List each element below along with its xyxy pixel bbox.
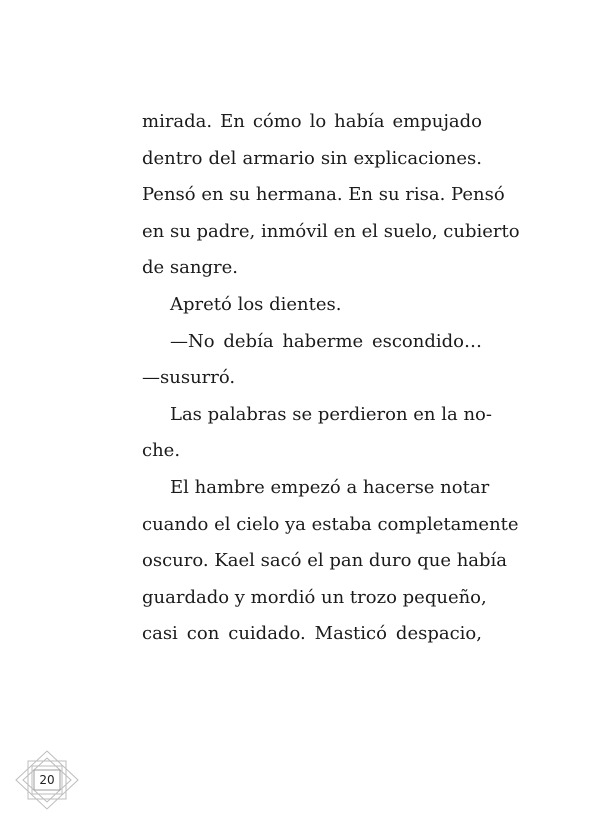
page-number: 20: [39, 773, 55, 787]
text-line: El hambre empezó a hacerse notar: [170, 476, 490, 498]
text-line: Pensó en su hermana. En su risa. Pensó: [142, 184, 505, 206]
text-line: cuando el cielo ya estaba completamente: [142, 513, 519, 535]
text-line: casi con cuidado. Masticó despacio,: [142, 623, 482, 645]
text-line: —susurró.: [142, 367, 236, 389]
text-line: —No debía haberme escondido…: [170, 330, 482, 352]
text-line: de sangre.: [142, 257, 238, 279]
text-line: oscuro. Kael sacó el pan duro que había: [142, 550, 508, 572]
text-line: guardado y mordió un trozo pequeño,: [142, 586, 487, 608]
text-line: Las palabras se perdieron en la no-: [170, 403, 492, 425]
text-line: en su padre, inmóvil en el suelo, cubierto: [142, 220, 520, 242]
text-line: che.: [142, 440, 181, 462]
text-line: dentro del armario sin explicaciones.: [142, 147, 482, 169]
body-text: [142, 104, 520, 653]
text-line: Apretó los dientes.: [170, 293, 342, 315]
text-line: mirada. En cómo lo había empujado: [142, 111, 482, 132]
